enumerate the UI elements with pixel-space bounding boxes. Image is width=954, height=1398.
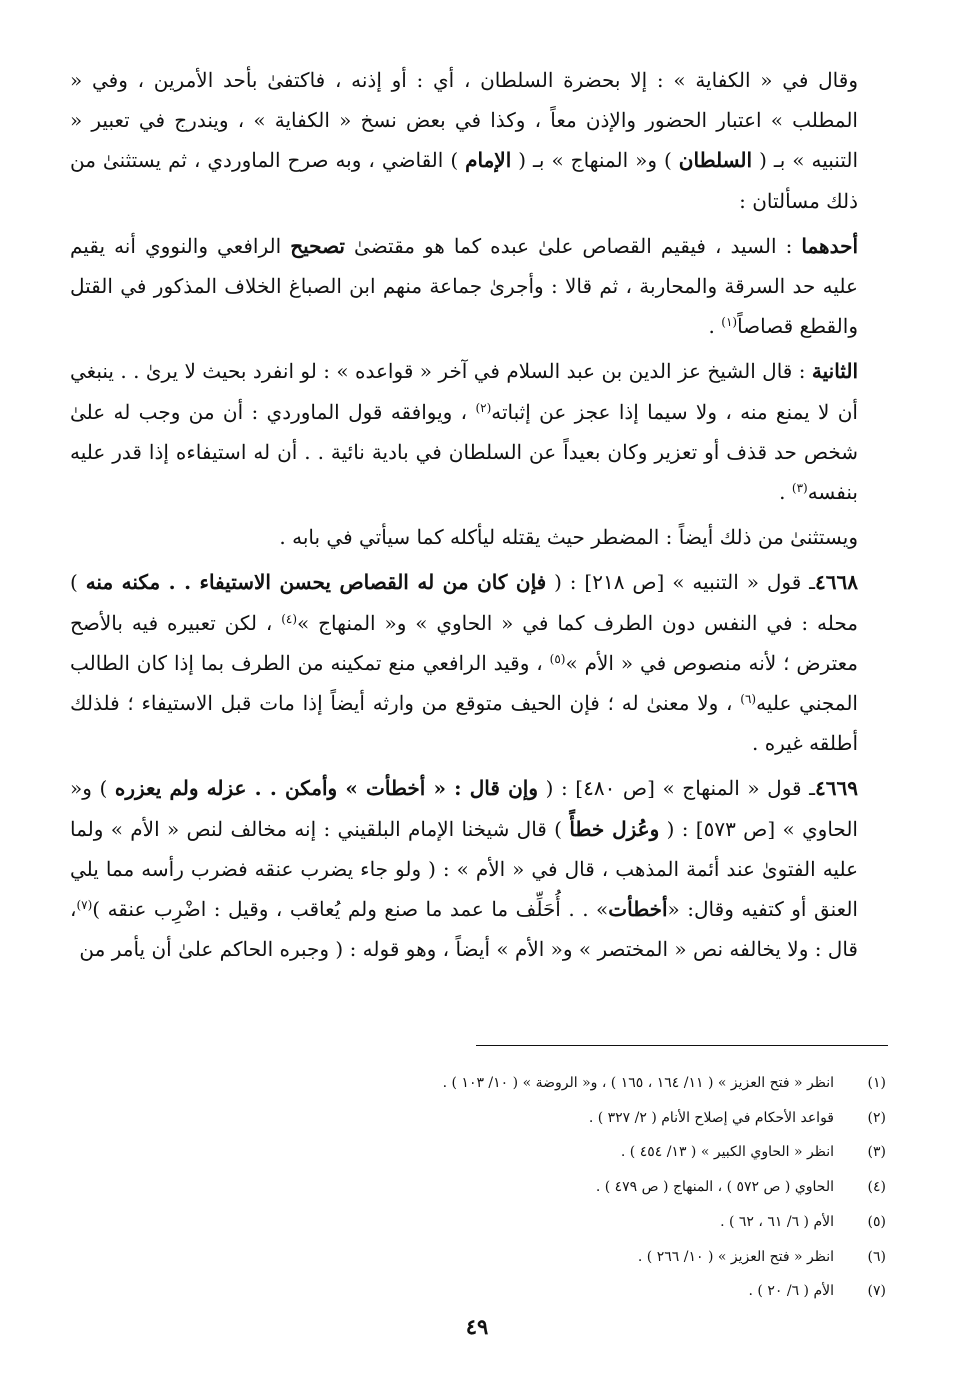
footnote-item [70, 1135, 888, 1170]
bold-term: الإمام [465, 148, 512, 173]
bold-quote: وإن قال : « أخطأت » وأمكن . . عزله ولم يعزره [114, 776, 539, 801]
text-run: » . . أُحَلِّف ما عمد ما صنع ولم يُعاقب ، وقيل : اضْرِب عنقه ) [92, 897, 609, 922]
footnote-ref[interactable]: (٢) [475, 400, 492, 415]
paragraph-first-case [70, 226, 888, 347]
text-run: ) القاضي ، وبه صرح الماوردي ، ثم يستثنىٰ من ذلك مسألتان : [70, 148, 858, 213]
text-run: . [708, 314, 722, 339]
text-run: ، ولا معنىٰ له ؛ فإن الحيف متوقع من وارثه أيضاً إذا مات قبل الاستيفاء ؛ فلذلك أطلقه غيره . [70, 691, 858, 756]
footnote-item [70, 1066, 888, 1101]
footnote-text: الأم ( ٦/ ٦١ ، ٦٢ ) . [720, 1213, 834, 1230]
footnote-item [70, 1274, 888, 1309]
text-run: ، وقيد الرافعي منع تمكينه من الطرف بما إذا كان الطالب المجني عليه [70, 650, 858, 716]
main-text [70, 60, 888, 969]
paragraph-4669 [70, 768, 888, 969]
footnote-number: (٢) [867, 1109, 886, 1126]
footnote-number: (٣) [867, 1144, 886, 1161]
footnote-ref[interactable]: (٧) [76, 898, 93, 913]
bold-quote: أخطأت [608, 897, 668, 922]
footnote-item [70, 1101, 888, 1136]
footnote-ref[interactable]: (٥) [549, 651, 566, 666]
footnote-divider [476, 1045, 888, 1046]
text-run: ) قال شيخنا الإمام البلقيني : إنه مخالف لنص « الأم » ولما عليه الفتوىٰ عند أئمة المذهب ، قال في « الأم » : ( ولو جاء يضرب عنقه فضرب رأسه مما يلي العنق أو كتفيه وقال: « [70, 816, 859, 922]
footnote-ref[interactable]: (١) [721, 315, 738, 330]
footnotes [70, 1066, 888, 1309]
footnote-number: (٤) [867, 1179, 886, 1196]
text-run: ويستثنىٰ من ذلك أيضاً : المضطر حيث يقتله ليأكله كما سيأتي في بابه . [279, 525, 858, 550]
paragraph-kifaya [70, 60, 888, 221]
footnote-text: انظر « الحاوي الكبير » ( ١٣/ ٤٥٤ ) . [620, 1144, 834, 1161]
footnote-item [70, 1240, 888, 1275]
footnote-text: انظر « فتح العزيز » ( ١١/ ١٦٤ ، ١٦٥ ) ، و« الروضة » ( ١٠/ ١٠٣ ) . [442, 1075, 834, 1091]
footnote-item [70, 1205, 888, 1240]
footnote-item [70, 1170, 888, 1205]
footnote-text: قواعد الأحكام في إصلاح الأنام ( ٢/ ٣٢٧ ) . [588, 1109, 834, 1126]
bold-term: السلطان [678, 148, 753, 173]
footnote-ref[interactable]: (٤) [281, 611, 298, 626]
text-run: ، ويوافقه قول الماوردي : أن من وجب له علىٰ شخص حد قذف أو تعزير وكان بعيداً عن السلطان في بادية نائية . . أن له استيفاءه إذا قدر عليه بنفسه [70, 399, 858, 505]
paragraph-second-case [70, 351, 888, 512]
bold-term: تصحيح [290, 233, 345, 258]
text-run: ) و« الحاوي » [ص ٥٧٣] : ( [70, 776, 858, 841]
bold-term: الثانية [811, 359, 858, 384]
footnote-number: (٥) [867, 1213, 886, 1230]
text-run: : قال الشيخ عز الدين بن عبد السلام في آخر « قواعده » : لو انفرد بحيث لا يرىٰ . . ينبغي أن لا يمنع منه ، ولا سيما إذا عجز عن إثباته [70, 359, 858, 424]
bold-quote: فإن كان من له القصاص يحسن الاستيفاء . . مكنه منه [85, 570, 547, 595]
text-run: ) محله : في النفس دون الطرف كما في « الحاوي » و« المنهاج » [70, 570, 858, 635]
text-run: . [779, 480, 792, 505]
footnote-number: (١) [867, 1075, 886, 1091]
page-number: ٤٩ [465, 1314, 489, 1339]
footnote-text: الحاوي ( ص ٥٧٢ ) ، المنهاج ( ص ٤٧٩ ) . [595, 1179, 834, 1196]
footnote-ref[interactable]: (٣) [791, 481, 808, 496]
text-run: ، لكن تعبيره فيه بالأصح معترض ؛ لأنه منصوص في « الأم » [70, 610, 858, 675]
bold-term: أحدهما [801, 233, 858, 258]
bold-quote: وعُزل خطأً [569, 816, 660, 841]
text-run: ) و« المنهاج » بـ ( [511, 148, 679, 173]
text-run: ، قال : ولا يخالفه نص « المختصر » و« الأم » أيضاً ، وهو قوله : ( وجبره الحاكم علىٰ أن يأمر من [70, 897, 858, 962]
text-run: ـ قول « التنبيه » [ص ٢١٨] : ( [546, 570, 816, 595]
issue-number: ٤٦٦٨ [815, 570, 858, 595]
text-run: ـ قول « المنهاج » [ص ٤٨٠] : ( [538, 776, 816, 801]
footnote-number: (٦) [867, 1248, 886, 1265]
paragraph-exception [70, 517, 888, 557]
text-run: وقال في « الكفاية » : إلا بحضرة السلطان ، أي : أو إذنه ، فاكتفىٰ بأحد الأمرين ، وفي « المطلب » اعتبار الحضور والإذن معاً ، وكذا في بعض نسخ « الكفاية » ، ويندرج في تعبير « التنبيه » بـ ( [70, 68, 858, 173]
footnote-text: الأم ( ٦/ ٢٠ ) . [748, 1283, 834, 1300]
text-run: : السيد ، فيقيم القصاص علىٰ عبده كما هو مقتضىٰ [344, 233, 802, 258]
paragraph-4668 [70, 562, 888, 763]
issue-number: ٤٦٦٩ [815, 776, 859, 801]
text-run: الرافعي والنووي أنه يقيم عليه حد السرقة والمحاربة ، ثم قالا : وأجرىٰ جماعة منهم ابن الصباغ الخلاف المذكور في القتل والقطع قصاصاً [70, 233, 858, 339]
footnote-ref[interactable]: (٦) [740, 692, 757, 707]
footnote-text: انظر « فتح العزيز » ( ١٠/ ٢٦٦ ) . [637, 1248, 834, 1265]
footnote-number: (٧) [867, 1283, 886, 1300]
